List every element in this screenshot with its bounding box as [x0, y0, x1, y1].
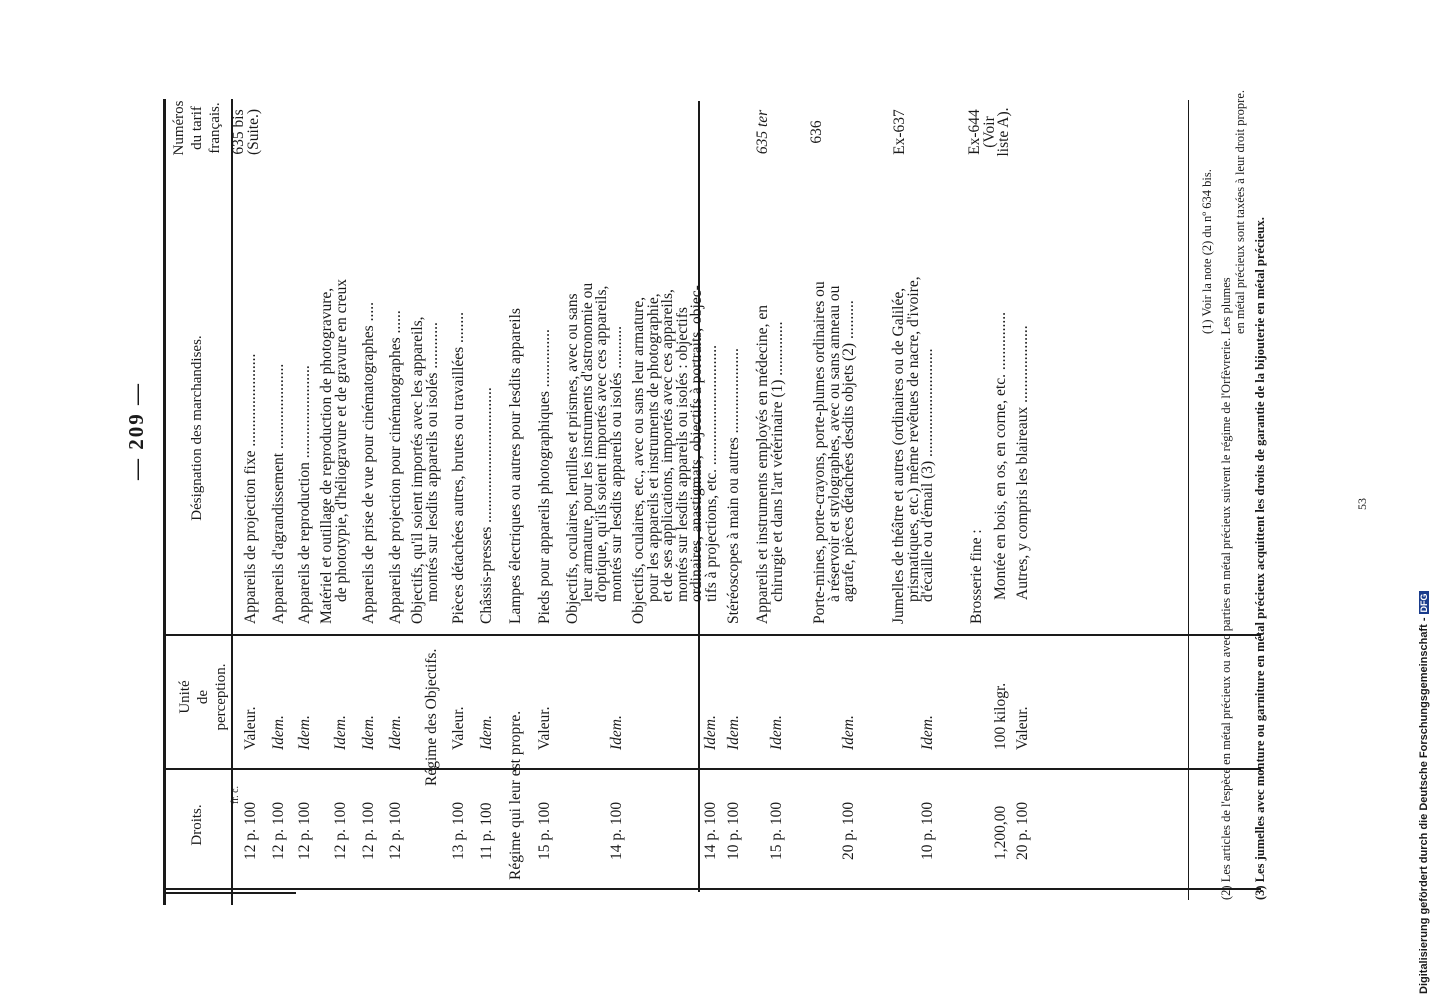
duty-text: 12 p. 100 [360, 801, 377, 860]
row-number: 635 bis (Suite.) [230, 108, 262, 156]
designation-text: Autres, y compris les blaireaux .................... [1014, 325, 1031, 600]
duty-text: 13 p. 100 [450, 801, 467, 860]
designation-text: Appareils de reproduction ........................ [296, 365, 313, 624]
span-text: Régime des Objectifs. [423, 648, 440, 786]
page-number: — 209 — [124, 382, 148, 480]
designation-text: Stéréoscopes à main ou autres ...................... [725, 348, 742, 624]
unit-text: Idem. [332, 715, 349, 750]
designation-text: Montée en bois, en os, en corne, etc. ............... [992, 312, 1009, 600]
designation-text: Objectifs, oculaires, lentilles et prismes, avec ou sans leur armature, pour les instruments d'astronomie ou d'optique, qu'ils soient importés avec ces appareils, montés sur lesdits appareils ou isolés ........... [564, 282, 625, 624]
row-number: Ex-644 (Voir liste A). [966, 107, 1012, 157]
duty-text: 15 p. 100 [768, 801, 785, 860]
duty-text: 14 p. 100 [608, 801, 625, 860]
header-bottom-rule [231, 99, 233, 905]
duty-text: 11 p. 100 [478, 802, 495, 860]
duty-text: 12 p. 100 [332, 801, 349, 860]
designation-text: Appareils de projection pour cinématographes ...... [387, 310, 404, 624]
page-marker: 53 [1355, 498, 1369, 510]
designation-text: Châssis-presses ................................... [478, 387, 495, 624]
footnote-rule [1188, 100, 1189, 900]
duty-text: 12 p. 100 [270, 801, 287, 860]
header-designation: Désignation des marchandises. [189, 335, 205, 521]
duty-text: 10 p. 100 [919, 801, 936, 860]
unit-text: Valeur. [242, 706, 259, 750]
column-divider-2 [163, 635, 1261, 637]
duty-text: 20 p. 100 [840, 801, 857, 860]
duty-text: 14 p. 100 [702, 801, 719, 860]
footnote-1: (1) Voir la note (2) du nº 634 bis. [1200, 169, 1214, 334]
row-number: 635 ter [754, 109, 771, 155]
footnote-3: (3) Les jumelles avec monture ou garniture en métal précieux acquittent les droits de garantie de la bijouterie en métal précieux. [1253, 217, 1267, 900]
designation-text: Matériel et outillage de reproduction de photogravure, de phototypie, d'héliogravure et de gravure en creux [318, 279, 350, 624]
unit-text: Idem. [840, 715, 857, 750]
designation-text: Lampes électriques ou autres pour lesdits appareils [507, 308, 524, 624]
unit-text: Idem. [478, 715, 495, 750]
unit-text: Valeur. [450, 706, 467, 750]
unit-text: Idem. [768, 715, 785, 750]
column-divider-1 [163, 893, 296, 895]
designation-text: Porte-mines, porte-crayons, porte-plumes ordinaires ou à réservoir et stylographes, avec ou sans anneau ou agrafe, pièces détachées desdits objets (2) .......... [811, 281, 857, 624]
designation-text: Pièces détachées autres, brutes ou travaillées ........ [450, 311, 467, 624]
duty-text: 1,200,00 [992, 805, 1009, 860]
unit-text: Idem. [725, 715, 742, 750]
unit-text: Valeur. [536, 706, 553, 750]
unit-text: Idem. [360, 715, 377, 750]
designation-text: Objectifs, qu'il soient importés avec les appareils, montés sur lesdits appareils ou isolés ............ [409, 316, 441, 624]
unit-text: Idem. [702, 715, 719, 750]
row-number: 636 [808, 120, 825, 144]
duty-text: 12 p. 100 [242, 801, 259, 860]
unit-text: Valeur. [1014, 706, 1031, 750]
unit-text: 100 kilogr. [992, 682, 1009, 750]
duty-text: 20 p. 100 [1014, 801, 1031, 860]
duty-text: 10 p. 100 [725, 801, 742, 860]
duty-text: 12 p. 100 [387, 801, 404, 860]
dfg-logo-icon: DFG [1419, 593, 1429, 613]
unit-text: Idem. [387, 715, 404, 750]
footnote-2-cont: en métal précieux sont taxées à leur droit propre. [1233, 89, 1247, 334]
unit-text: Idem. [296, 715, 313, 750]
designation-text: Appareils de projection fixe ........................ [242, 353, 259, 624]
designation-text: Appareils de prise de vue pour cinématographes ..... [360, 302, 377, 624]
designation-text: Pieds pour appareils photographiques ............... [536, 329, 553, 624]
column-divider-4 [163, 889, 1261, 891]
header-numeros: Numéros du tarif français. [171, 100, 223, 156]
unit-text: Idem. [270, 715, 287, 750]
designation-text: Objectifs, oculaires, etc., avec ou sans leur armature, pour les appareils et instruments de photographie, et de ses applications, importés avec ces appareils, montés sur lesdits appareils ou isolés : objectifs ordinaires, anastigmats, objectifs à portraits, objec- tifs à projections, etc. ............................... [630, 285, 720, 624]
duty-text: 12 p. 100 [296, 801, 313, 860]
row-number: Ex-637 [891, 109, 908, 155]
footnote-2: (2) Les articles de l'espèce en métal précieux ou avec parties en métal précieux suivent le régime de l'Orfèvrerie. Les plumes [1219, 277, 1233, 900]
digitization-credit: Digitalisierung gefördert durch die Deutsche Forschungsgemeinschaft -DFG [1418, 593, 1430, 994]
column-divider-3 [163, 769, 1261, 771]
designation-text: Appareils d'agrandissement ...................... [270, 363, 287, 624]
unit-text: Idem. [919, 715, 936, 750]
span-text: Régime qui leur est propre. [507, 710, 524, 880]
table-top-rule [163, 99, 166, 905]
header-unite: Unité de perception. [177, 663, 229, 731]
designation-text: Jumelles de théâtre et autres (ordinaires ou de Galilée, prismatiques, etc.) même revêtues de nacre, d'ivoire, d'écaille ou d'émail (3) ............................ [890, 276, 936, 624]
duty-text: 15 p. 100 [536, 801, 553, 860]
unit-text: Idem. [608, 715, 625, 750]
currency-units: fr. c. [230, 785, 241, 804]
designation-text: Appareils et instruments employés en médecine, en chirurgie et dans l'art vétérinaire (1) .............. [754, 305, 786, 624]
header-droits: Droits. [189, 804, 205, 846]
designation-text: Brosserie fine : [968, 529, 985, 624]
